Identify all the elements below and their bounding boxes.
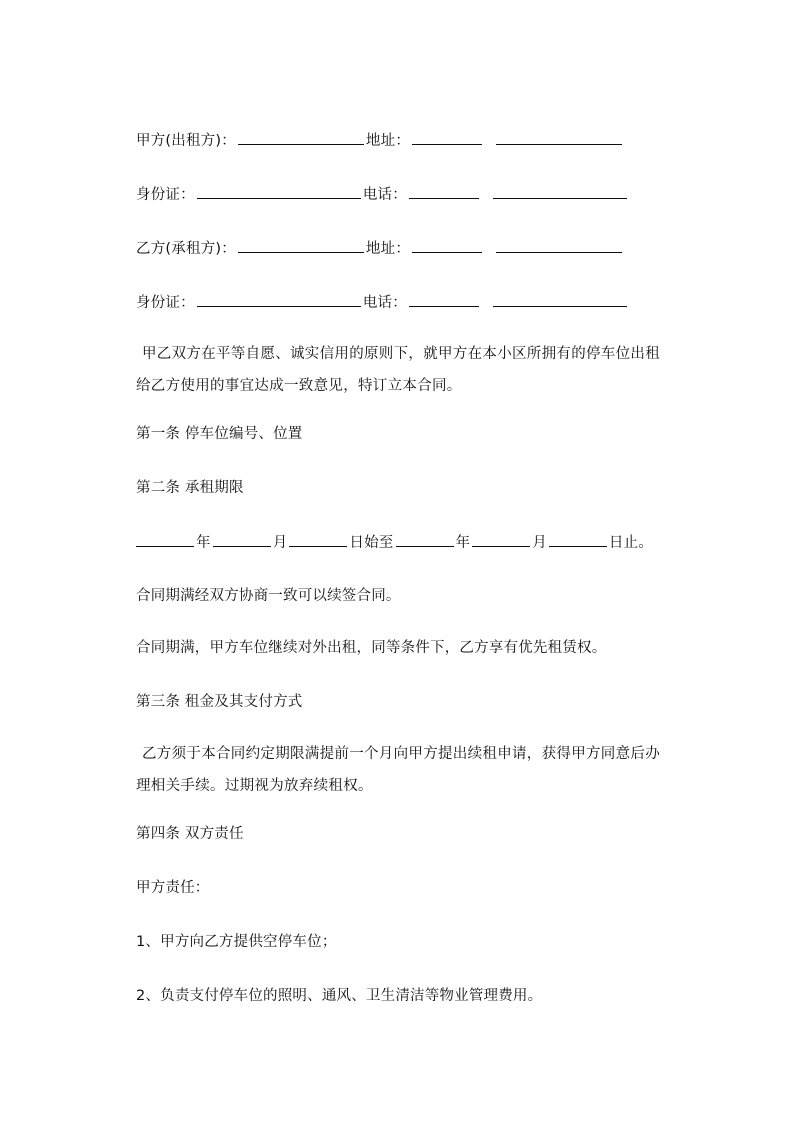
party-a-label: 甲方(出租方)： bbox=[136, 133, 236, 149]
address-blank-2[interactable] bbox=[496, 130, 622, 145]
phone-label: 电话： bbox=[362, 295, 407, 311]
id-label: 身份证： bbox=[136, 187, 195, 203]
phone-label: 电话： bbox=[362, 187, 407, 203]
end-label: 日止。 bbox=[608, 535, 654, 551]
party-a-name-blank[interactable] bbox=[238, 130, 364, 145]
end-month-blank[interactable] bbox=[472, 532, 530, 547]
id-label: 身份证： bbox=[136, 295, 195, 311]
party-b-label: 乙方(承租方)： bbox=[136, 241, 236, 257]
month-label: 月 bbox=[532, 535, 547, 551]
address-blank-2[interactable] bbox=[496, 238, 622, 253]
article-3-heading: 第三条 租金及其支付方式 bbox=[136, 694, 303, 710]
phone-blank-2[interactable] bbox=[493, 184, 627, 199]
party-b-name-blank[interactable] bbox=[238, 238, 364, 253]
start-month-blank[interactable] bbox=[213, 532, 271, 547]
duty-item-2: 2、负责支付停车位的照明、通风、卫生清洁等物业管理费用。 bbox=[136, 988, 543, 1004]
start-label: 日始至 bbox=[349, 535, 394, 551]
priority-text: 合同期满，甲方车位继续对外出租，同等条件下，乙方享有优先租赁权。 bbox=[136, 640, 607, 656]
party-b-id-line bbox=[136, 292, 629, 313]
article-1-heading: 第一条 停车位编号、位置 bbox=[136, 426, 303, 442]
phone-blank-1[interactable] bbox=[409, 292, 479, 307]
intro-paragraph: 甲乙双方在平等自愿、诚实信用的原则下，就甲方在本小区所拥有的停车位出租给乙方使用的事宜达成一致意见，特订立本合同。 bbox=[136, 346, 660, 394]
end-day-blank[interactable] bbox=[549, 532, 607, 547]
year-label: 年 bbox=[455, 535, 471, 551]
party-a-id-line bbox=[136, 184, 629, 205]
party-b-line bbox=[136, 238, 624, 259]
address-blank-1[interactable] bbox=[412, 238, 482, 253]
phone-blank-1[interactable] bbox=[409, 184, 479, 199]
address-label: 地址： bbox=[365, 133, 411, 149]
start-day-blank[interactable] bbox=[289, 532, 347, 547]
duty-item-1: 1、甲方向乙方提供空停车位； bbox=[136, 934, 337, 950]
article-4-heading: 第四条 双方责任 bbox=[136, 826, 244, 842]
term-dates-line bbox=[136, 532, 653, 553]
address-label: 地址： bbox=[365, 241, 411, 257]
month-label: 月 bbox=[272, 535, 288, 551]
phone-blank-2[interactable] bbox=[493, 292, 627, 307]
start-year-blank[interactable] bbox=[136, 532, 194, 547]
id-blank[interactable] bbox=[197, 184, 361, 199]
year-label: 年 bbox=[196, 535, 211, 551]
id-blank[interactable] bbox=[197, 292, 361, 307]
party-a-line bbox=[136, 130, 624, 151]
article-2-heading: 第二条 承租期限 bbox=[136, 480, 244, 496]
renewal-application-paragraph: 乙方须于本合同约定期限满提前一个月向甲方提出续租申请，获得甲方同意后办理相关手续。过期视为放弃续租权。 bbox=[136, 746, 660, 794]
renewal-text: 合同期满经双方协商一致可以续签合同。 bbox=[136, 588, 401, 604]
end-year-blank[interactable] bbox=[396, 532, 454, 547]
address-blank-1[interactable] bbox=[412, 130, 482, 145]
party-a-duty-heading: 甲方责任： bbox=[136, 880, 210, 896]
